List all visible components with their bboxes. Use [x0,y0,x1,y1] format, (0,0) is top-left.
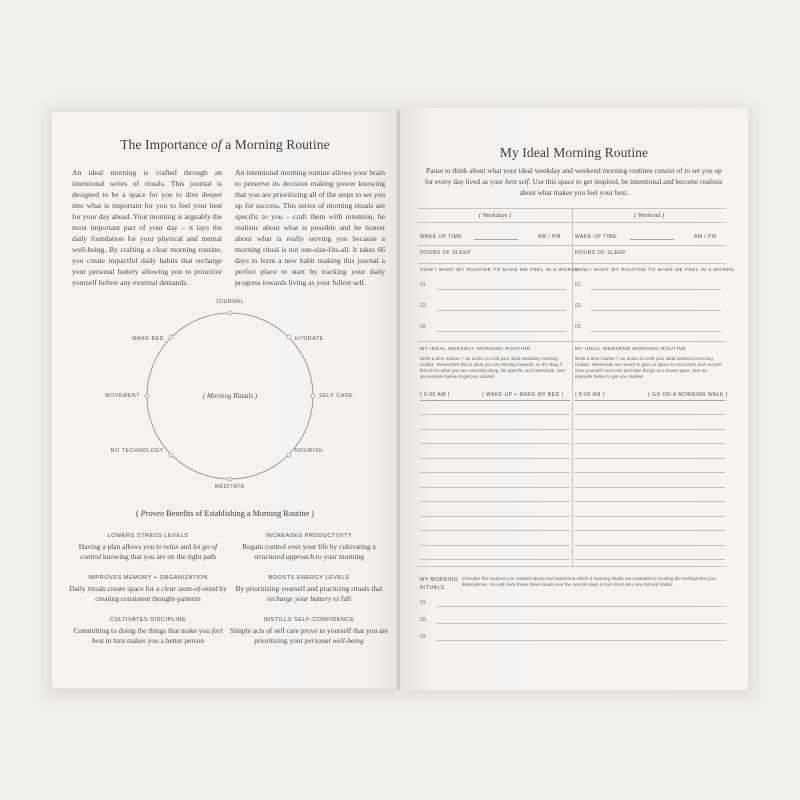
weekend-feel-line[interactable] [591,289,721,290]
benefit-text-italic: recharge your battery [266,594,332,603]
benefit-text-part: Committing to doing the things that make you [73,626,212,635]
wheel-node-meditate [228,477,232,481]
weekday-feel-line[interactable] [436,289,566,290]
wheel-node-nourish [287,453,291,457]
wheel-label-nourish: NOURISH [295,448,324,454]
right-intro [424,165,724,198]
routine-line[interactable] [575,443,725,444]
weekday-am-pm: AM / PM [538,234,561,240]
title-part: The Importance [120,137,212,152]
routine-line[interactable] [420,443,570,444]
wheel-label-no-technology: NO TECHNOLOGY [110,448,164,454]
weekend-wake-up-label: WAKE UP TIME [575,234,618,240]
routine-line[interactable] [575,458,725,459]
benefit-heading: CULTIVATES DISCIPLINE [109,617,187,623]
left-page [52,112,398,688]
wheel-label-movement: MOVEMENT [105,393,140,399]
ritual-line[interactable] [436,623,726,624]
benefit-text [68,542,228,562]
divider [572,341,726,342]
weekday-feel-line[interactable] [436,310,566,311]
routine-line[interactable] [575,559,725,560]
routine-line[interactable] [575,545,725,546]
routine-line[interactable] [575,501,725,502]
intro-column-1: An ideal morning is crafted through an intentional series of rituals. This journal is designed to be a space for you to dive deeper into what is important for you to feel your best for your day ahead. Your morning is arguably the most important part of your day – it lays the daily foundation for your physical and mental well-being. By crafting a clear morning routine, you create impactful daily habits that recharge your personal battery allowing you to prioritize yourself before any external demands. [72,168,222,287]
routine-line[interactable] [420,429,570,430]
rituals-label-line: RITUALS [420,585,445,591]
benefit-text-italic: let go of control [79,542,218,561]
weekend-hours-label: HOURS OF SLEEP [575,250,626,256]
weekday-wake-up-line[interactable] [474,239,518,240]
weekend-heading: ( Weekend ) [634,212,664,219]
weekend-example-time: ( 8:00 AM ) [575,392,605,398]
weekend-feel-2: 02. [575,303,582,309]
weekdays-heading: ( Weekdays ) [478,212,512,219]
rituals-instructions: Consider the routines you created above and determine which 3 morning rituals are essential to evoking the feelings that you listed above. You will track these three rituals over the next 66 days to turn them into new formed habits. [462,576,716,587]
benefit-text-part: Regain control over your life by cultivating a [242,542,376,551]
routine-line[interactable] [575,472,725,473]
wheel-label-make-bed: MAKE BED [132,336,164,342]
instructions-text: Write a time marker + an action to craft your ideal weekend morning routine. Weekends are meant to give us space to reconnect and recover. Give yourself more rest and take things at a slower pace. [575,356,723,373]
weekend-feel-3: 03. [575,324,582,330]
intro-italic: best self [505,177,529,186]
divider [418,566,726,567]
title-italic: of [211,137,222,152]
divider [572,263,726,264]
benefit-heading: BOOSTS ENERGY LEVELS [268,575,350,581]
weekend-wake-up-line[interactable] [630,239,674,240]
right-page-title: My Ideal Morning Routine [499,145,649,160]
routine-line[interactable] [575,429,725,430]
benefit-text-part: by creating consistent thought-patterns [95,584,227,603]
benefit-text [68,626,228,646]
ritual-line[interactable] [436,606,726,607]
benefit-text [68,584,228,604]
benefit-text [229,584,389,604]
routine-line[interactable] [420,458,570,459]
weekend-example-line [575,400,725,401]
benefit-text-italic: clear state-of-mind [161,584,218,593]
benefit-text-part: Having a plan allows you to [78,542,164,551]
benefit-text-part: knowing that you are on the right path [101,552,217,561]
routine-line[interactable] [420,545,570,546]
weekday-routine-heading: MY IDEAL WEEKDAY MORNING ROUTINE [420,347,531,352]
benefit-heading: IMPROVES MEMORY + ORGANIZATION [88,575,208,581]
intro-part: . Use this space to get inspired, be intentional and become realistic about what makes you feel your best. [519,177,724,197]
weekday-example-action: ( WAKE UP + MAKE MY BED ) [482,392,564,398]
routine-line[interactable] [575,530,725,531]
divider [418,222,726,223]
weekday-feel-2: 02. [420,303,427,309]
benefit-text-italic: relax [163,542,179,551]
weekday-routine-instructions [420,356,568,380]
weekend-feel-1: 01. [575,282,582,288]
weekend-routine-heading: MY IDEAL WEEKEND MORNING ROUTINE [575,347,687,352]
routine-line[interactable] [420,472,570,473]
divider [418,341,572,342]
wheel-node-self-care [311,394,315,398]
benefits-title-italic: Proven [140,509,165,518]
routine-line[interactable] [420,530,570,531]
benefit-text-part: to full [331,594,352,603]
wheel-node-journal [228,311,232,315]
benefit-text-part: Simple acts of self care prove to yourself that you are prioritizing your [229,626,389,645]
weekday-hours-label: HOURS OF SLEEP [420,250,471,256]
wheel-node-movement [145,394,149,398]
weekday-example-time: ( 6:00 AM ) [420,392,450,398]
weekend-am-pm: AM / PM [694,234,717,240]
benefit-text-part: By prioritizing yourself and practicing rituals that [235,584,383,593]
wheel-node-no-technology [169,453,173,457]
weekday-feel-label: HOW I WANT MY ROUTINE TO MAKE ME FEEL IN 3 WORDS [420,268,580,273]
column-divider [572,208,573,566]
weekday-feel-line[interactable] [436,331,566,332]
right-page [400,108,748,690]
benefit-heading: INCREASES PRODUCTIVITY [265,533,353,539]
wheel-label-self-care: SELF CARE [319,393,354,399]
instructions-text: Write a time marker + an action to craft your ideal weekday morning routine. Remember this is what you are striving towards, so it's okay if this is not what you are currently doing. Be specific and intentional. [420,356,562,373]
wheel-node-hydrate [287,335,291,339]
benefits-title [52,509,398,518]
routine-line[interactable] [575,414,725,415]
divider [418,263,572,264]
routine-line[interactable] [420,487,570,488]
intro-column-2: An intentional morning routine allows your brain to preserve its decision making power knowing that you are prioritizing all of the steps to set you up for success. This series of morning rituals are specific to you – craft them with intention, be realistic about what is possible and be honest about what is really serving you because a morning ritual is not one-size-fits-all. It takes 66 days to form a new habit making this journal a perfect place to start by tracking your daily progress towards living as your fullest self. [235,168,385,287]
wheel-label-hydrate: HYDRATE [295,336,324,342]
wheel-label-journal: JOURNAL [215,299,245,305]
routine-line[interactable] [420,501,570,502]
routine-line[interactable] [420,516,570,517]
weekend-feel-line[interactable] [591,331,721,332]
wheel-label-meditate: MEDITATE [214,484,246,490]
weekday-feel-3: 03. [420,324,427,330]
benefits-title-part: Benefits of Establishing a Morning Routine ) [164,509,314,518]
wheel-node-make-bed [169,335,173,339]
weekend-routine-instructions [575,356,723,380]
benefit-text-part: Daily rituals create space for a [69,584,162,593]
weekend-feel-label: HOW I WANT MY ROUTINE TO MAKE ME FEEL IN 3 WORDS [575,268,735,273]
benefit-text [229,542,389,562]
ritual-1: 01. [420,600,427,606]
title-part: a Morning Routine [221,137,330,152]
instructions-note: See an example below to get you started. [420,368,566,379]
benefit-text-italic: personal well-being [304,636,364,645]
ritual-line[interactable] [436,640,726,641]
benefit-text-part: and [178,542,194,551]
benefits-title-part: ( [136,509,141,518]
routine-line[interactable] [420,414,570,415]
benefit-text-italic: structured approach [254,552,315,561]
weekday-wake-up-label: WAKE UP TIME [420,234,463,240]
weekday-feel-1: 01. [420,282,427,288]
divider [418,245,572,246]
rituals-label [420,576,458,592]
benefit-text-part: in turn makes you a better person [103,636,205,645]
weekend-feel-line[interactable] [591,310,721,311]
instructions-note: See an example below to get you started. [575,368,707,379]
benefit-heading: INSTILLS SELF-CONFIDENCE [263,617,355,623]
rituals-label-line: MY MORNING [420,577,458,583]
ritual-3: 03. [420,634,427,640]
ritual-2: 02. [420,617,427,623]
left-page-title [52,137,398,153]
benefit-text [229,626,389,646]
weekend-example-action: ( GO ON A MORNING WALK ) [648,392,728,398]
weekday-example-line [420,400,570,401]
wheel-center-label: ( Morning Rituals ) [202,392,258,400]
intro-part: Pause to think about what your ideal weekday and weekend morning routines consist of to set you up for every day lived as your [424,166,722,186]
divider [572,245,726,246]
benefit-text-italic: feel best [91,626,223,645]
benefit-text-part: to your morning [314,552,364,561]
routine-line[interactable] [575,487,725,488]
routine-line[interactable] [420,559,570,560]
benefit-heading: LOWERS STRESS LEVELS [107,533,189,539]
routine-line[interactable] [575,516,725,517]
